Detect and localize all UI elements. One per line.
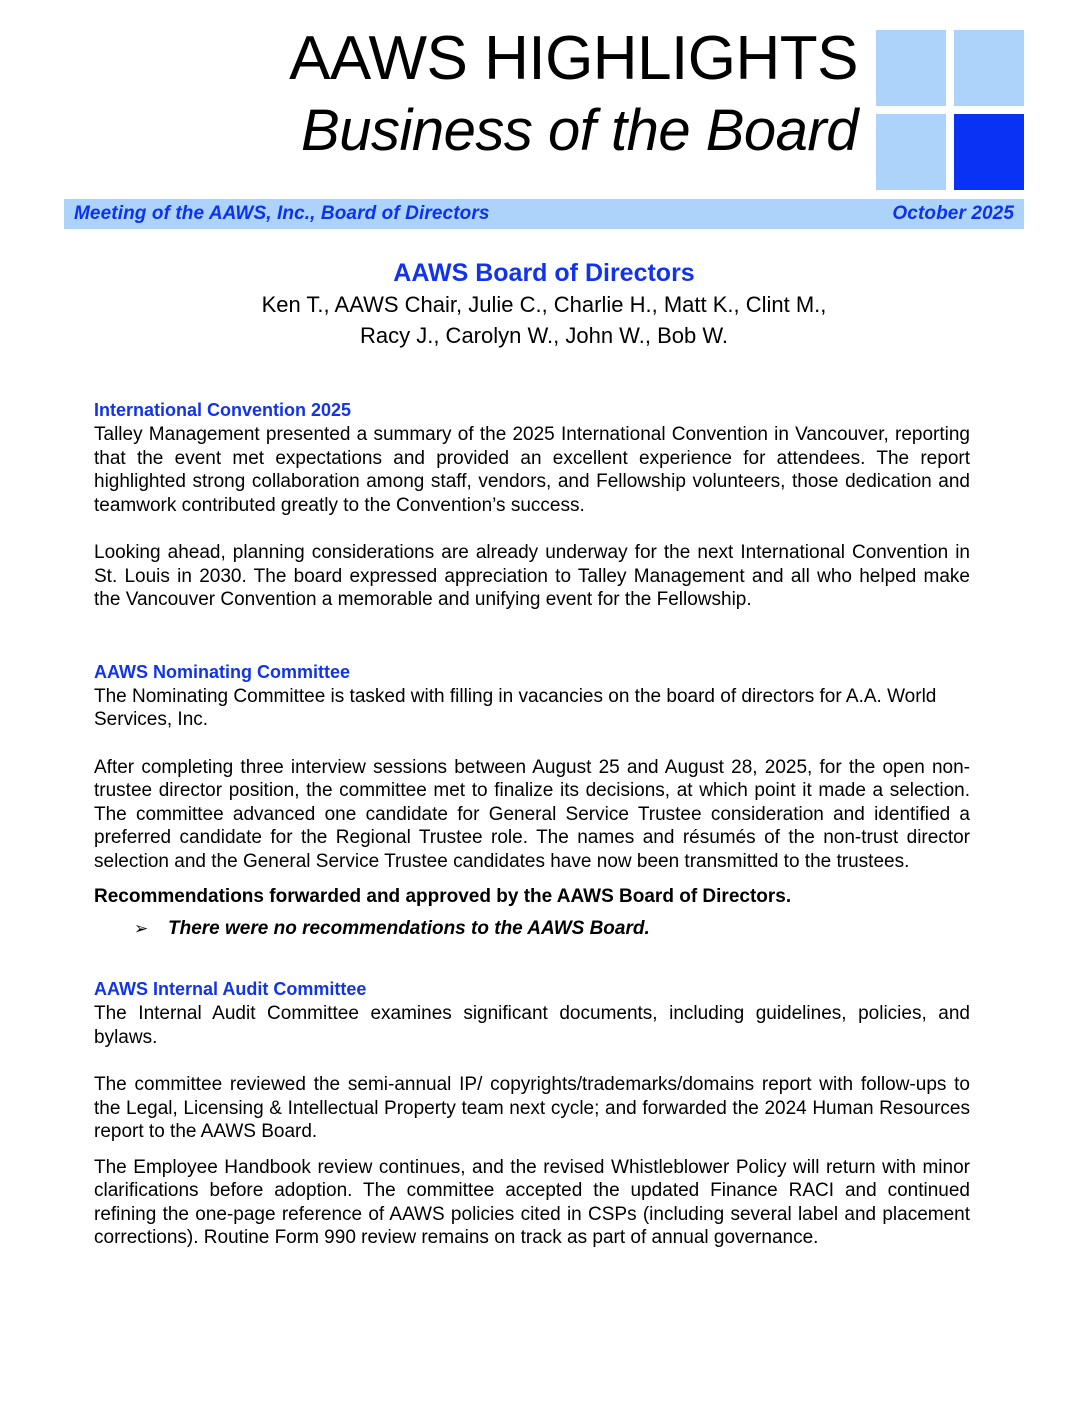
document-body [94, 398, 970, 1250]
section-international-convention [94, 398, 970, 612]
paragraph-spacer [94, 1049, 970, 1073]
publication-title: AAWS HIGHLIGHTS [289, 24, 858, 93]
recommendation-list-item [94, 917, 970, 941]
section-spacer [94, 941, 970, 977]
logo-grid [876, 30, 1024, 190]
banner-issue-date: October 2025 [892, 203, 1014, 224]
section-heading: International Convention 2025 [94, 400, 352, 420]
masthead [0, 0, 1088, 190]
section-nominating-committee [94, 660, 970, 942]
section-spacer [94, 612, 970, 660]
logo-square-bottom-left [876, 114, 946, 190]
recommendation-text: There were no recommendations to the AAWS Board. [168, 918, 650, 939]
logo-square-bottom-right [954, 114, 1024, 190]
paragraph-spacer [94, 732, 970, 756]
board-title: AAWS Board of Directors [393, 259, 695, 287]
logo-square-top-left [876, 30, 946, 106]
banner-meeting-label: Meeting of the AAWS, Inc., Board of Directors [74, 203, 490, 224]
masthead-titles [0, 0, 872, 166]
section-heading: AAWS Nominating Committee [94, 661, 351, 682]
logo-square-top-right [954, 30, 1024, 106]
paragraph-spacer [94, 873, 970, 885]
section-heading: AAWS Internal Audit Committee [94, 979, 367, 999]
paragraph-spacer [94, 1144, 970, 1156]
section-paragraph: Talley Management presented a summary of the 2025 International Convention in Vancouver, reporting that the event met expectations and provided an excellent experience for attendees. The report highlighted strong collaboration among staff, vendors, and Fellowship volunteers, those dedication and teamwork contributed greatly to the Convention’s success. [94, 424, 970, 516]
section-paragraph: The Nominating Committee is tasked with filling in vacancies on the board of directors for A.A. World Services, Inc. [94, 685, 937, 730]
section-paragraph: The committee reviewed the semi-annual IP/ copyrights/trademarks/domains report with follow-ups to the Legal, Licensing & Intellectual Property team next cycle; and forwarded the 2024 Human Resources report to the AAWS Board. [94, 1074, 970, 1142]
recommendations-label: Recommendations forwarded and approved by the AAWS Board of Directors. [94, 886, 792, 907]
arrowhead-bullet-icon: ➢ [134, 919, 149, 938]
paragraph-spacer [94, 517, 970, 541]
publication-subtitle: Business of the Board [301, 98, 858, 163]
board-heading-block [0, 258, 1088, 351]
section-paragraph: The Internal Audit Committee examines significant documents, including guidelines, policies, and bylaws. [94, 1003, 970, 1048]
board-members-line-1: Ken T., AAWS Chair, Julie C., Charlie H., Matt K., Clint M., [261, 292, 827, 317]
section-paragraph: After completing three interview sessions between August 25 and August 28, 2025, for the open non-trustee director position, the committee met to finalize its decisions, at which point it made a selection. The committee advanced one candidate for General Service Trustee consideration and identified a preferred candidate for the Regional Trustee role. The names and résumés of the non-trust director selection and the General Service Trustee candidates have now been transmitted to the trustees. [94, 756, 970, 872]
section-paragraph: The Employee Handbook review continues, and the revised Whistleblower Policy will return with minor clarifications before adoption. The committee accepted the updated Finance RACI and continued refining the one-page reference of AAWS policies cited in CSPs (including several label and placement corrections). Routine Form 990 review remains on track as part of annual governance. [94, 1156, 970, 1248]
section-internal-audit-committee [94, 977, 970, 1250]
issue-banner [64, 199, 1024, 229]
board-members-line-2: Racy J., Carolyn W., John W., Bob W. [359, 323, 728, 348]
section-paragraph: Looking ahead, planning considerations are already underway for the next International Convention in St. Louis in 2030. The board expressed appreciation to Talley Management and all who helped make the Vancouver Convention a memorable and unifying event for the Fellowship. [94, 542, 970, 610]
